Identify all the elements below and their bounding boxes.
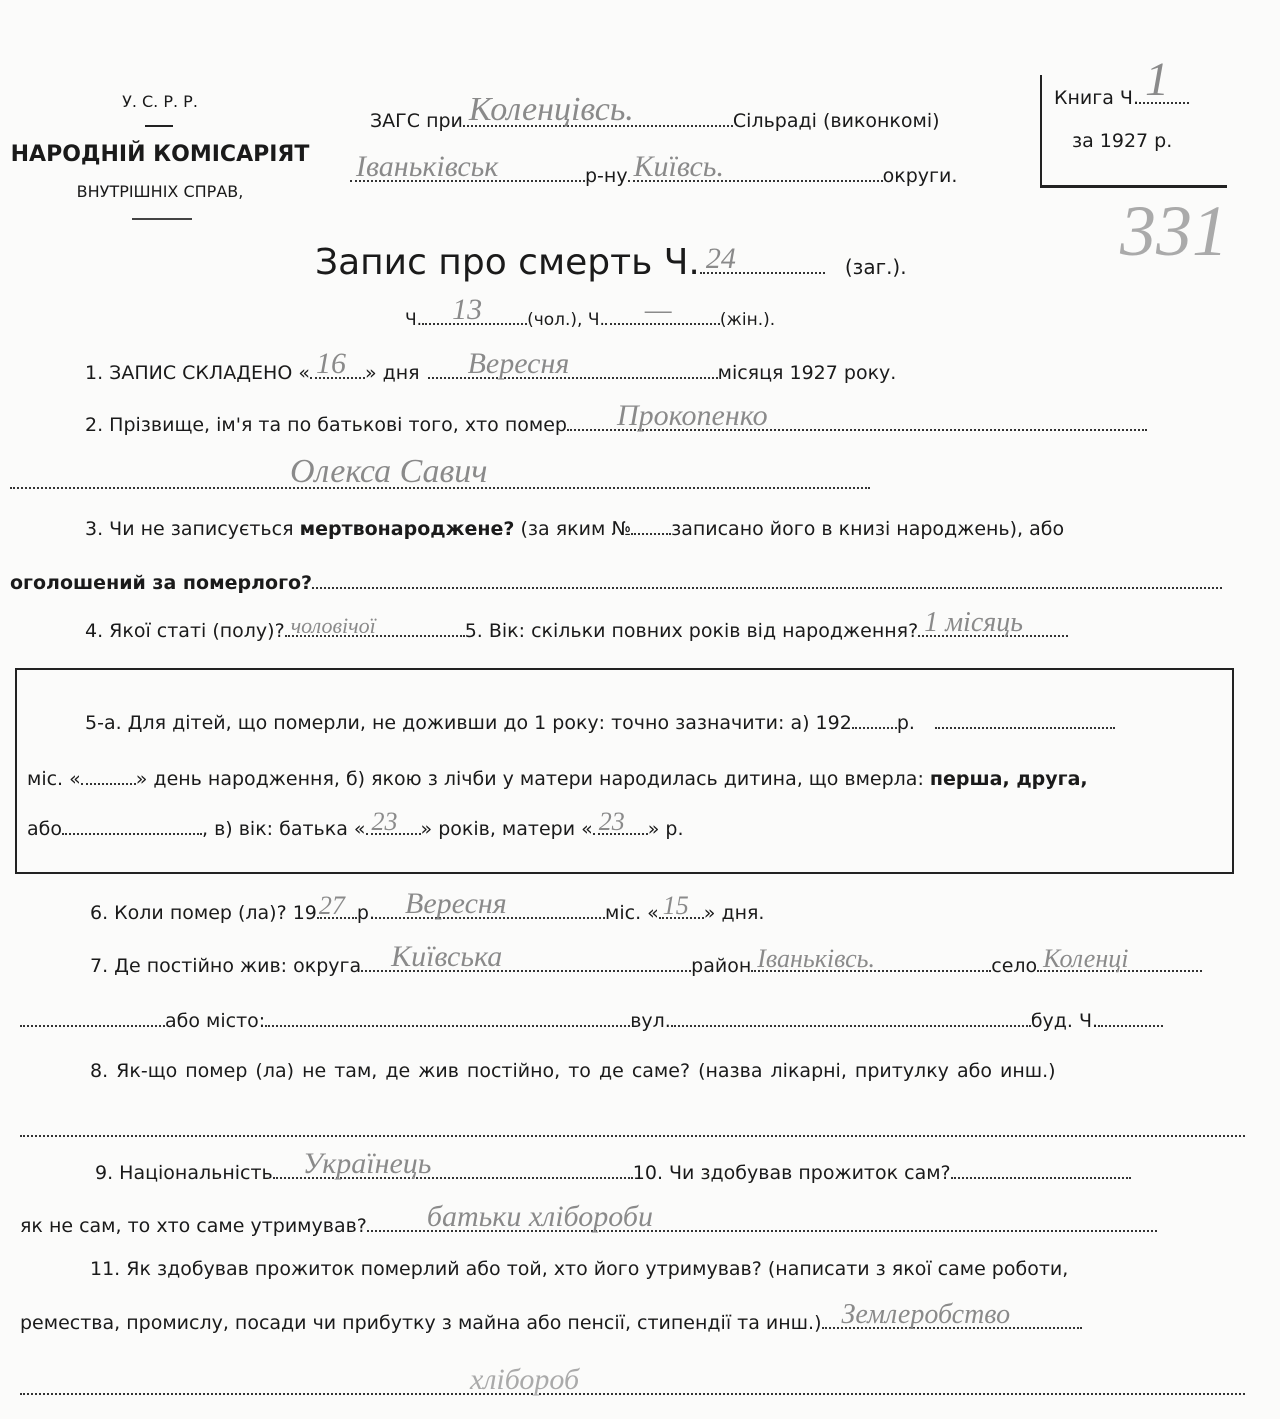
i7-label: 7. Де постійно жив: округа [90, 955, 362, 977]
item-6 [90, 887, 765, 924]
i7-city: або місто: [165, 1010, 266, 1032]
item-11: 11. Як здобував прожиток померлий або той, хто його утримував? (написати з якої саме роботи, [90, 1258, 1069, 1280]
i3-no: (за яким № [520, 518, 632, 540]
hw-father-age: 23 [371, 807, 398, 836]
book-year: за 1927 р. [1072, 130, 1173, 152]
i5a-mother: » років, матери « [420, 818, 593, 840]
hw-female: — [644, 293, 672, 326]
hw-okruha: Київсь. [633, 150, 724, 183]
hw-res-okruha: Київська [391, 940, 503, 973]
female-label: (жін.). [719, 310, 776, 330]
i10-label: 10. Чи здобував прожиток сам? [632, 1162, 951, 1184]
i7-street: вул. [630, 1010, 671, 1032]
i3-tail: записано його в книзі народжень), або [671, 518, 1065, 540]
i7-raion: район [691, 955, 752, 977]
raion-label: р-ну [585, 165, 628, 187]
i9-label: 9. Національність [95, 1162, 273, 1184]
name-line-row [10, 453, 870, 494]
i5a-month: міс. « [27, 768, 81, 790]
hw-book-no: 1 [1145, 53, 1169, 106]
hw-death-year: 27 [318, 891, 345, 920]
book-box [1040, 53, 1227, 188]
hw-raion: Іваньківськ [356, 150, 499, 183]
total-label: (заг.). [844, 255, 907, 279]
hw-res-selo: Коленці [1043, 944, 1129, 973]
male-label: (чол.), Ч. [527, 310, 605, 330]
item-1 [85, 347, 897, 384]
i1-month-label: місяця 1927 року. [717, 362, 897, 384]
i5a-order: перша, друга, [929, 768, 1088, 790]
record-title [315, 242, 907, 283]
i5a-line2: » день народження, б) якою з лічби у матери народилась дитина, що вмерла: [135, 768, 924, 790]
hw-death-day: 15 [662, 891, 689, 920]
hw-archive-number: 331 [1120, 191, 1228, 271]
zags-line [370, 91, 940, 132]
raion-line [350, 150, 958, 187]
i10-b-label: як не сам, то хто саме утримував? [20, 1215, 367, 1237]
ch-label: Ч. [405, 310, 423, 330]
i7-selo: село [991, 955, 1038, 977]
i7-house: буд. Ч. [1030, 1010, 1099, 1032]
item-9-10 [95, 1147, 1131, 1184]
i5a-tail: » р. [647, 818, 684, 840]
item-2 [85, 399, 1147, 436]
i3-declared: оголошений за померлого? [10, 572, 313, 594]
hw-total: 24 [705, 242, 736, 275]
republic-label: У. С. Р. Р. [122, 92, 198, 111]
item-11b [20, 1299, 1082, 1334]
item-7b [20, 1010, 1163, 1032]
i5a-or: або [27, 818, 62, 840]
zags-label: ЗАГС при [370, 110, 463, 132]
divider [132, 218, 192, 220]
item-8-line [20, 1134, 1245, 1137]
hw-name: Олекса Савич [290, 453, 488, 490]
dept-label: ВНУТРІШНІХ СПРАВ, [76, 182, 244, 201]
item-3 [85, 518, 1064, 540]
hw-nationality: Українець [302, 1147, 432, 1180]
hw-day: 16 [315, 347, 346, 380]
i6-month: міс. « [605, 902, 659, 924]
counts-line [405, 293, 776, 330]
hw-mother-age: 23 [598, 807, 625, 836]
i11-l2: ремества, промислу, посади чи прибутку з майна або пенсії, стипендії та инш.) [20, 1312, 822, 1334]
i2-label: 2. Прізвище, ім'я та по батькові того, хто помер [85, 414, 567, 436]
item-8: 8. Як-що помер (ла) не там, де жив постійно, то де саме? (назва лікарні, притулку або инш.) [90, 1060, 1056, 1082]
item-11-row [20, 1363, 1245, 1400]
item-8-row [20, 1120, 1245, 1142]
i6-r: р. [356, 902, 376, 924]
i4-label: 4. Якої статі (полу)? [85, 620, 285, 642]
divider [145, 125, 173, 127]
hw-surname: Прокопенко [616, 399, 768, 432]
book-label: Книга Ч. [1054, 87, 1139, 109]
i5a-father: , в) вік: батька « [202, 818, 366, 840]
hw-month: Вересня [467, 347, 570, 380]
item-11-line [20, 1363, 1245, 1396]
name-line [10, 453, 870, 490]
commissariat-label: НАРОДНІЙ КОМІСАРІЯТ [10, 142, 310, 167]
i6-day: » дня. [703, 902, 765, 924]
hw-occupation: Землеробство [841, 1299, 1011, 1330]
hw-selrada: Коленцівсь. [468, 91, 634, 128]
title-text: Запис про смерть Ч. [315, 242, 700, 283]
hw-sex: чоловічої [290, 613, 376, 638]
i6-label: 6. Коли помер (ла)? 19 [90, 902, 317, 924]
okruha-label: округи. [882, 165, 958, 187]
infant-box [15, 668, 1234, 874]
hw-male: 13 [452, 293, 483, 326]
i3-stillborn: мертвонароджене? [299, 518, 515, 540]
selrada-label: Сільраді (виконкомі) [732, 110, 940, 132]
i5a-yr: р. [896, 712, 915, 734]
hw-death-month: Вересня [405, 887, 507, 920]
i5-label: 5. Вік: скільки повних років від народження? [464, 620, 919, 642]
hw-supporter: батьки хлібороби [426, 1200, 653, 1233]
i1-label: 1. ЗАПИС СКЛАДЕНО « [85, 362, 310, 384]
item-10b [20, 1200, 1157, 1237]
hw-occupation-2: хлібороб [470, 1363, 580, 1396]
item-4-5 [85, 607, 1068, 642]
item-3b [10, 572, 1222, 594]
i5a-line1: 5-а. Для дітей, що померли, не доживши до 1 року: точно зазначити: а) 192 [85, 712, 852, 734]
i3-label: 3. Чи не записується [85, 518, 294, 540]
hw-res-raion: Іваньківсь. [757, 944, 875, 973]
i1-day-label: » дня [364, 362, 420, 384]
item-7 [90, 940, 1202, 977]
hw-age: 1 місяць [924, 607, 1024, 638]
